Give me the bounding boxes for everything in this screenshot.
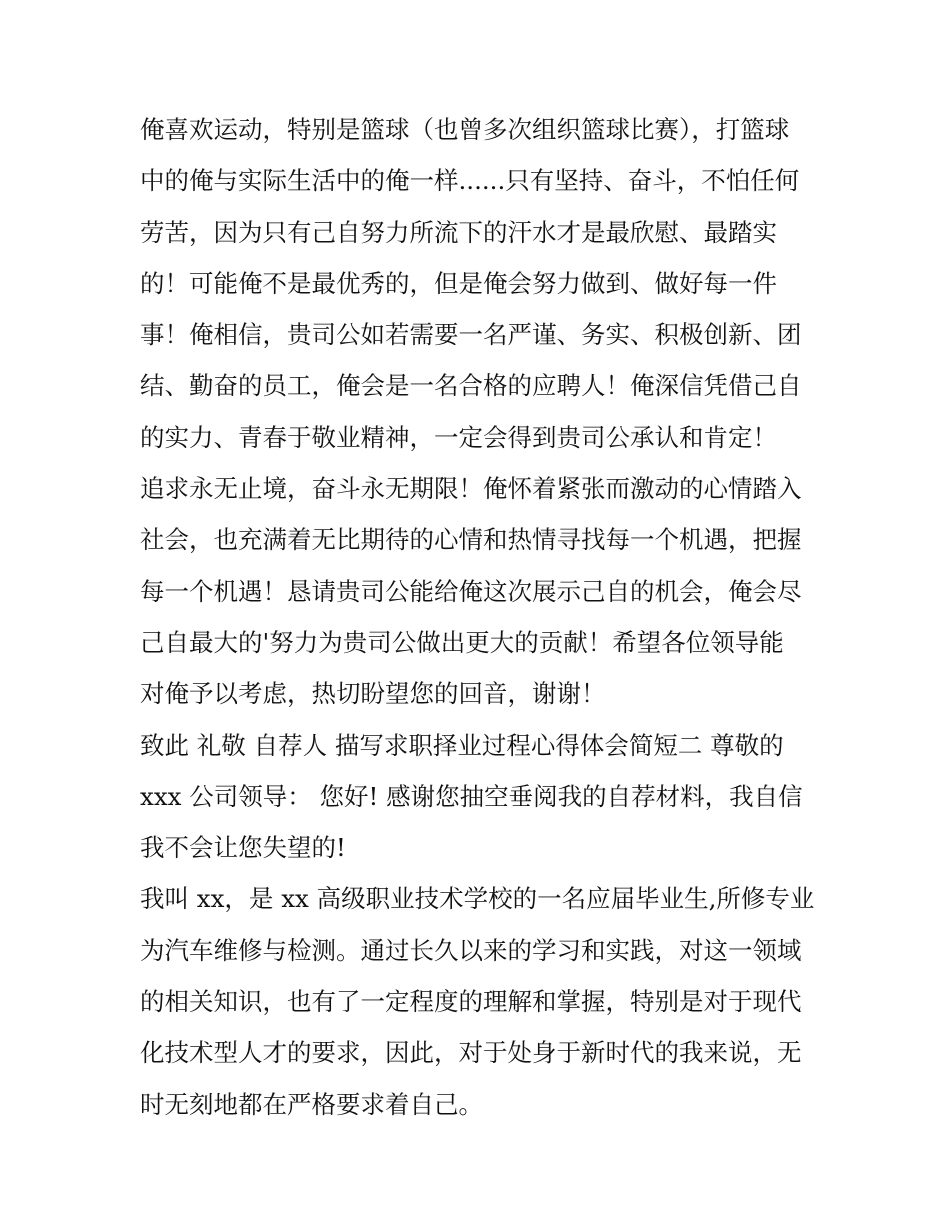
text-line: 化技术型人才的要求，因此，对于处身于新时代的我来说，无 (140, 1038, 802, 1068)
text-line: 对俺予以考虑，热切盼望您的回音，谢谢！ (140, 679, 606, 709)
text-line: 我叫 xx，是 xx 高级职业技术学校的一名应届毕业生,所修专业 (140, 884, 815, 914)
text-line: 结、勤奋的员工，俺会是一名合格的应聘人！俺深信凭借己自 (140, 371, 802, 401)
text-line: 劳苦，因为只有己自努力所流下的汗水才是最欣慰、最踏实 (140, 217, 777, 247)
text-line: 的实力、青春于敬业精神，一定会得到贵司公承认和肯定！ (140, 422, 777, 452)
text-line: 致此 礼敬 自荐人 描写求职择业过程心得体会简短二 尊敬的 (140, 730, 784, 760)
text-line: 我不会让您失望的! (140, 833, 346, 863)
text-line: 为汽车维修与检测。通过长久以来的学习和实践，对这一领域 (140, 935, 802, 965)
text-line: xxx 公司领导： 您好! 感谢您抽空垂阅我的自荐材料，我自信 (140, 781, 803, 811)
text-line: 社会，也充满着无比期待的心情和热情寻找每一个机遇，把握 (140, 525, 802, 555)
text-line: 每一个机遇！恳请贵司公能给俺这次展示己自的机会，俺会尽 (140, 576, 802, 606)
text-line: 的相关知识，也有了一定程度的理解和掌握，特别是对于现代 (140, 987, 802, 1017)
text-line: 己自最大的'努力为贵司公做出更大的贡献！希望各位领导能 (140, 627, 784, 657)
text-line: 俺喜欢运动，特别是篮球（也曾多次组织篮球比赛），打篮球 (140, 115, 790, 144)
document-body (140, 104, 820, 1130)
text-line: 的！可能俺不是最优秀的，但是俺会努力做到、做好每一件 (140, 268, 777, 298)
text-line: 中的俺与实际生活中的俺一样......只有坚持、奋斗，不怕任何 (140, 166, 800, 196)
text-line: 追求永无止境，奋斗永无期限！俺怀着紧张而激动的心情踏入 (140, 474, 802, 504)
text-line: 事！俺相信，贵司公如若需要一名严谨、务实、积极创新、团 (140, 320, 802, 350)
text-line: 时无刻地都在严格要求着自己。 (140, 1089, 483, 1119)
